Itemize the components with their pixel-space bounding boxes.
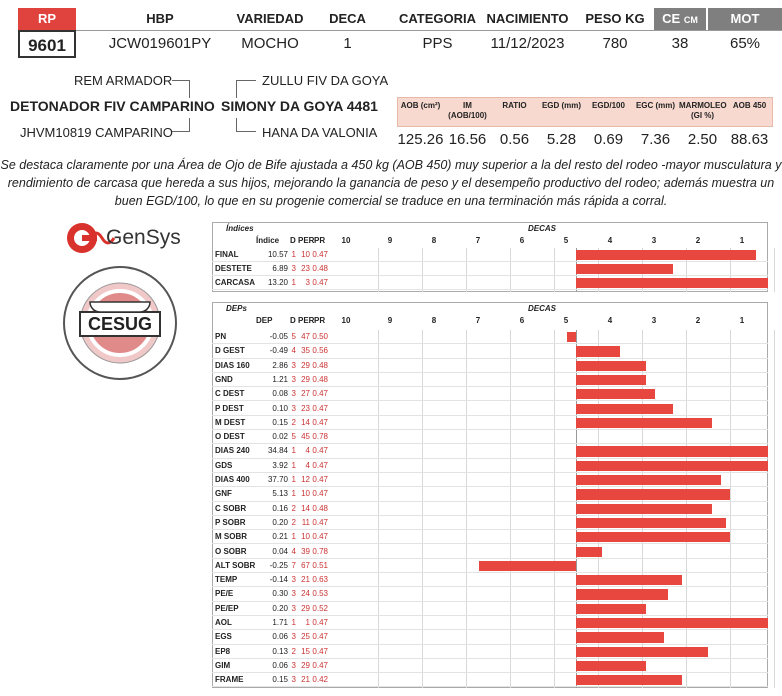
decas-title: DECAS bbox=[528, 224, 557, 233]
variedad-value: MOCHO bbox=[241, 35, 299, 52]
row-pr: 0.47 bbox=[312, 632, 328, 642]
row-per: 4 bbox=[305, 446, 310, 456]
stats-header-cell: MARMOLEO (GI %) bbox=[679, 101, 727, 120]
row-label: PN bbox=[215, 332, 227, 341]
gensys-wordmark: GenSys bbox=[106, 226, 181, 249]
table-row bbox=[212, 659, 768, 673]
row-pr: 0.47 bbox=[312, 389, 328, 399]
deca-bar bbox=[576, 661, 646, 671]
connector bbox=[172, 118, 190, 132]
header-row bbox=[0, 8, 782, 30]
stats-header-cell: RATIO bbox=[502, 101, 527, 110]
table-row bbox=[212, 573, 768, 587]
table-row bbox=[212, 602, 768, 616]
row-idx: 1.71 bbox=[272, 618, 288, 627]
deca-bar bbox=[576, 264, 673, 274]
row-per: 23 bbox=[301, 403, 310, 413]
column-header: PER bbox=[298, 236, 315, 245]
scale-label: 10 bbox=[341, 316, 351, 325]
row-label: ALT SOBR bbox=[215, 560, 256, 570]
ce-value: 38 bbox=[671, 35, 689, 52]
row-pr: 0.53 bbox=[312, 589, 328, 599]
row-per: 10 bbox=[301, 250, 310, 259]
row-d: 2 bbox=[291, 417, 296, 427]
cesug-wordmark: CESUG bbox=[87, 314, 152, 334]
table-row bbox=[212, 630, 768, 644]
row-idx: -0.49 bbox=[269, 346, 288, 356]
row-d: 3 bbox=[291, 660, 296, 670]
deca-bar bbox=[576, 278, 768, 288]
scale-label: 2 bbox=[695, 316, 701, 325]
row-d: 1 bbox=[291, 532, 296, 542]
deca-bar bbox=[576, 589, 668, 599]
scale-label: 2 bbox=[695, 236, 701, 245]
table-title: DEPs bbox=[226, 304, 247, 313]
row-d: 2 bbox=[291, 517, 296, 527]
table-row bbox=[212, 502, 768, 516]
row-d: 1 bbox=[291, 460, 296, 470]
table-row bbox=[212, 262, 768, 276]
connector bbox=[236, 80, 256, 98]
variedad-label: VARIEDAD bbox=[236, 11, 304, 26]
deca-bar bbox=[576, 346, 620, 356]
row-idx: -0.14 bbox=[269, 575, 288, 585]
table-row bbox=[212, 673, 768, 687]
stats-value-cell: 125.26 bbox=[397, 131, 444, 148]
row-pr: 0.48 bbox=[312, 374, 328, 384]
row-pr: 0.78 bbox=[312, 432, 328, 442]
mot-label: MOT bbox=[708, 8, 782, 30]
table-row bbox=[212, 387, 768, 401]
connector bbox=[236, 118, 256, 132]
deca-bar bbox=[576, 250, 756, 260]
pedigree-dam: SIMONY DA GOYA 4481 bbox=[221, 98, 378, 114]
stats-value-cell: 0.69 bbox=[593, 131, 624, 148]
table-row bbox=[212, 276, 768, 290]
table-row bbox=[212, 487, 768, 501]
row-idx: 0.15 bbox=[272, 675, 288, 685]
row-label: EGS bbox=[215, 632, 232, 642]
deca-bar bbox=[576, 518, 726, 528]
scale-label: 1 bbox=[739, 236, 745, 245]
table-row bbox=[212, 587, 768, 601]
row-label: AOL bbox=[215, 618, 232, 627]
row-pr: 0.52 bbox=[312, 603, 328, 613]
scale-label: 9 bbox=[387, 316, 393, 325]
row-idx: 37.70 bbox=[267, 475, 288, 484]
connector bbox=[172, 80, 190, 98]
deps-table bbox=[212, 302, 768, 688]
row-label: CARCASA bbox=[215, 278, 255, 287]
pedigree-sire: DETONADOR FIV CAMPARINO bbox=[10, 98, 215, 114]
scale-label: 5 bbox=[563, 316, 569, 325]
row-idx: 0.08 bbox=[272, 389, 288, 399]
deca-bar bbox=[576, 618, 768, 628]
table-row bbox=[212, 344, 768, 358]
row-d: 3 bbox=[291, 575, 296, 585]
row-per: 67 bbox=[301, 560, 310, 570]
stats-header-cell: IM (AOB/100) bbox=[448, 101, 487, 120]
row-label: O SOBR bbox=[215, 546, 247, 556]
pedigree-sire-dam: JHVM10819 CAMPARINO bbox=[20, 125, 173, 140]
pedigree-dam-dam: HANA DA VALONIA bbox=[262, 125, 378, 140]
row-per: 29 bbox=[301, 660, 310, 670]
row-pr: 0.56 bbox=[312, 346, 328, 356]
grid-line bbox=[774, 330, 775, 688]
row-pr: 0.47 bbox=[312, 250, 328, 259]
hbp-label: HBP bbox=[146, 11, 174, 26]
row-per: 24 bbox=[301, 589, 310, 599]
row-label: PE/E bbox=[215, 589, 234, 599]
row-pr: 0.47 bbox=[312, 646, 328, 656]
stats-value-cell: 88.63 bbox=[730, 131, 769, 148]
row-d: 1 bbox=[291, 475, 296, 484]
column-header: DEP bbox=[256, 316, 273, 325]
row-label: DIAS 240 bbox=[215, 446, 250, 456]
table-row bbox=[212, 530, 768, 544]
table-row bbox=[212, 373, 768, 387]
decas-title: DECAS bbox=[528, 304, 557, 313]
gensys-logo bbox=[64, 218, 214, 258]
row-idx: 0.02 bbox=[272, 432, 288, 442]
row-per: 10 bbox=[301, 532, 310, 542]
scale-label: 7 bbox=[475, 236, 481, 245]
row-label: M DEST bbox=[215, 417, 246, 427]
row-d: 3 bbox=[291, 360, 296, 370]
ce-label: CE CM bbox=[654, 8, 706, 30]
row-pr: 0.47 bbox=[312, 475, 328, 484]
row-d: 5 bbox=[291, 332, 296, 341]
row-d: 3 bbox=[291, 264, 296, 273]
scale-label: 8 bbox=[431, 236, 437, 245]
row-d: 3 bbox=[291, 403, 296, 413]
scale-label: 7 bbox=[475, 316, 481, 325]
row-pr: 0.50 bbox=[312, 332, 328, 341]
deca-bar bbox=[576, 632, 664, 642]
row-label: DIAS 160 bbox=[215, 360, 250, 370]
row-label: EP8 bbox=[215, 646, 231, 656]
hbp-value: JCW019601PY bbox=[108, 35, 212, 52]
deca-bar bbox=[576, 532, 730, 542]
deca-bar bbox=[576, 475, 721, 485]
row-label: O DEST bbox=[215, 432, 245, 442]
row-pr: 0.48 bbox=[312, 503, 328, 513]
row-d: 3 bbox=[291, 603, 296, 613]
row-label: C DEST bbox=[215, 389, 245, 399]
scale-label: 4 bbox=[607, 236, 613, 245]
table-row bbox=[212, 416, 768, 430]
scale-label: 3 bbox=[651, 316, 657, 325]
row-label: C SOBR bbox=[215, 503, 247, 513]
deca-bar bbox=[576, 675, 682, 685]
row-d: 3 bbox=[291, 632, 296, 642]
row-per: 14 bbox=[301, 417, 310, 427]
row-label: GDS bbox=[215, 460, 233, 470]
peso-value: 780 bbox=[602, 35, 628, 52]
row-per: 1 bbox=[305, 618, 310, 627]
stats-value-cell: 16.56 bbox=[448, 131, 487, 148]
column-header: PR bbox=[314, 316, 326, 325]
row-pr: 0.47 bbox=[312, 618, 328, 627]
table-row bbox=[212, 459, 768, 473]
scale-label: 6 bbox=[519, 316, 525, 325]
row-idx: 6.89 bbox=[272, 264, 288, 273]
row-label: P DEST bbox=[215, 403, 244, 413]
row-label: FINAL bbox=[215, 250, 239, 259]
scale-label: 9 bbox=[387, 236, 393, 245]
row-pr: 0.42 bbox=[312, 675, 328, 685]
table-row bbox=[212, 402, 768, 416]
deca-bar bbox=[576, 504, 712, 514]
pedigree-sire-sire: REM ARMADOR bbox=[74, 73, 173, 88]
row-per: 15 bbox=[301, 646, 310, 656]
table-row bbox=[212, 430, 768, 444]
deca-bar bbox=[576, 647, 708, 657]
deca-bar bbox=[479, 561, 576, 571]
table-row bbox=[212, 444, 768, 458]
table-row bbox=[212, 545, 768, 559]
row-label: D GEST bbox=[215, 346, 245, 356]
row-per: 21 bbox=[301, 675, 310, 685]
categoria-value: PPS bbox=[422, 35, 453, 52]
row-pr: 0.51 bbox=[312, 560, 328, 570]
row-per: 25 bbox=[301, 632, 310, 642]
scale-label: 4 bbox=[607, 316, 613, 325]
row-label: GNF bbox=[215, 489, 232, 499]
categoria-label: CATEGORIA bbox=[398, 11, 477, 26]
deca-bar bbox=[576, 404, 673, 414]
row-per: 23 bbox=[301, 264, 310, 273]
row-idx: 0.06 bbox=[272, 660, 288, 670]
scale-label: 10 bbox=[341, 236, 351, 245]
row-label: DIAS 400 bbox=[215, 475, 250, 484]
row-label: P SOBR bbox=[215, 517, 246, 527]
row-idx: 3.92 bbox=[272, 460, 288, 470]
row-per: 29 bbox=[301, 360, 310, 370]
deca-bar bbox=[576, 375, 646, 385]
row-idx: 0.06 bbox=[272, 632, 288, 642]
deca-bar bbox=[576, 389, 655, 399]
stats-header-cell: EGD/100 bbox=[592, 101, 625, 110]
description-text: Se destaca claramente por una Área de Ojo de Bife ajustada a 450 kg (AOB 450) muy superior a la del resto del rodeo -mayor musculatura y rendimiento de carcasa que hereda a sus hijos, mejorando la ganancia de peso y el desempeño productivo del rodeo; además muestra un buen EGD/100, lo que en su progenie comercial se traduce en una terminación más rápida a corral. bbox=[0, 158, 782, 208]
deca-bar bbox=[576, 418, 712, 428]
row-idx: 0.16 bbox=[272, 503, 288, 513]
mot-value: 65% bbox=[729, 35, 761, 52]
row-d: 1 bbox=[291, 446, 296, 456]
row-idx: 1.21 bbox=[272, 374, 288, 384]
row-per: 14 bbox=[301, 503, 310, 513]
row-label: DESTETE bbox=[215, 264, 252, 273]
row-d: 1 bbox=[291, 618, 296, 627]
row-per: 29 bbox=[301, 374, 310, 384]
table-row bbox=[212, 330, 768, 344]
scale-label: 3 bbox=[651, 236, 657, 245]
row-per: 21 bbox=[301, 575, 310, 585]
table-row bbox=[212, 645, 768, 659]
stats-header-cell: EGD (mm) bbox=[541, 101, 582, 110]
row-idx: 10.57 bbox=[267, 250, 288, 259]
row-d: 3 bbox=[291, 589, 296, 599]
row-pr: 0.47 bbox=[312, 460, 328, 470]
row-pr: 0.47 bbox=[312, 489, 328, 499]
deca-bar bbox=[567, 332, 576, 342]
scale-label: 1 bbox=[739, 316, 745, 325]
row-pr: 0.63 bbox=[312, 575, 328, 585]
column-header: PR bbox=[314, 236, 326, 245]
row-pr: 0.47 bbox=[312, 446, 328, 456]
row-per: 12 bbox=[301, 475, 310, 484]
row-pr: 0.47 bbox=[312, 660, 328, 670]
nacimiento-label: NACIMIENTO bbox=[486, 11, 569, 26]
row-idx: 2.86 bbox=[272, 360, 288, 370]
stats-value-cell: 0.56 bbox=[499, 131, 530, 148]
scale-label: 6 bbox=[519, 236, 525, 245]
row-d: 1 bbox=[291, 278, 296, 287]
row-per: 3 bbox=[305, 278, 310, 287]
row-per: 27 bbox=[301, 389, 310, 399]
row-label: GND bbox=[215, 374, 233, 384]
row-idx: -0.25 bbox=[269, 560, 288, 570]
row-per: 35 bbox=[301, 346, 310, 356]
table-row bbox=[212, 248, 768, 262]
row-label: FRAME bbox=[215, 675, 244, 685]
row-per: 11 bbox=[301, 517, 310, 527]
row-d: 3 bbox=[291, 374, 296, 384]
row-d: 3 bbox=[291, 675, 296, 685]
row-idx: 0.20 bbox=[272, 517, 288, 527]
table-row bbox=[212, 559, 768, 573]
row-d: 2 bbox=[291, 646, 296, 656]
row-idx: 0.15 bbox=[272, 417, 288, 427]
row-label: M SOBR bbox=[215, 532, 247, 542]
row-per: 47 bbox=[301, 332, 310, 341]
header-values bbox=[0, 30, 782, 58]
row-per: 10 bbox=[301, 489, 310, 499]
row-idx: 0.21 bbox=[272, 532, 288, 542]
nacimiento-value: 11/12/2023 bbox=[490, 35, 565, 52]
row-d: 1 bbox=[291, 250, 296, 259]
deca-bar bbox=[576, 575, 682, 585]
row-label: TEMP bbox=[215, 575, 238, 585]
row-label: GIM bbox=[215, 660, 231, 670]
row-per: 39 bbox=[301, 546, 310, 556]
rp-label: RP bbox=[18, 8, 76, 30]
row-d: 2 bbox=[291, 503, 296, 513]
row-idx: 13.20 bbox=[267, 278, 288, 287]
deca-value: 1 bbox=[343, 35, 352, 52]
deca-bar bbox=[576, 461, 768, 471]
row-d: 1 bbox=[291, 489, 296, 499]
row-label: PE/EP bbox=[215, 603, 239, 613]
row-idx: 0.04 bbox=[272, 546, 288, 556]
row-pr: 0.47 bbox=[312, 278, 328, 287]
column-header: PER bbox=[298, 316, 315, 325]
pedigree-dam-sire: ZULLU FIV DA GOYA bbox=[262, 73, 389, 88]
rp-value: 9601 bbox=[18, 30, 76, 58]
column-header: D bbox=[290, 236, 296, 245]
row-pr: 0.47 bbox=[312, 403, 328, 413]
deca-bar bbox=[576, 489, 730, 499]
row-idx: 0.10 bbox=[272, 403, 288, 413]
row-per: 29 bbox=[301, 603, 310, 613]
stats-header-cell: EGC (mm) bbox=[635, 101, 676, 110]
row-pr: 0.48 bbox=[312, 264, 328, 273]
row-d: 5 bbox=[291, 432, 296, 442]
table-row bbox=[212, 516, 768, 530]
row-pr: 0.78 bbox=[312, 546, 328, 556]
table-row bbox=[212, 473, 768, 487]
row-idx: 5.13 bbox=[272, 489, 288, 499]
scale-label: 5 bbox=[563, 236, 569, 245]
row-pr: 0.47 bbox=[312, 417, 328, 427]
row-idx: 0.30 bbox=[272, 589, 288, 599]
deca-bar bbox=[576, 361, 646, 371]
table-row bbox=[212, 616, 768, 630]
row-idx: -0.05 bbox=[269, 332, 288, 341]
row-d: 4 bbox=[291, 546, 296, 556]
row-per: 4 bbox=[305, 460, 310, 470]
row-pr: 0.48 bbox=[312, 360, 328, 370]
row-idx: 0.20 bbox=[272, 603, 288, 613]
carcass-stats-table bbox=[397, 97, 773, 153]
stats-value-cell: 7.36 bbox=[640, 131, 671, 148]
row-pr: 0.47 bbox=[312, 532, 328, 542]
row-d: 3 bbox=[291, 389, 296, 399]
deca-bar bbox=[576, 604, 646, 614]
row-d: 7 bbox=[291, 560, 296, 570]
stats-header-cell: AOB (cm²) bbox=[400, 101, 441, 110]
scale-label: 8 bbox=[431, 316, 437, 325]
row-pr: 0.47 bbox=[312, 517, 328, 527]
stats-value-cell: 5.28 bbox=[546, 131, 577, 148]
stats-header-cell: AOB 450 bbox=[732, 101, 767, 110]
column-header: D bbox=[290, 316, 296, 325]
cesug-seal bbox=[60, 262, 180, 384]
deca-bar bbox=[576, 547, 602, 557]
row-idx: 0.13 bbox=[272, 646, 288, 656]
row-d: 4 bbox=[291, 346, 296, 356]
stats-value-cell: 2.50 bbox=[687, 131, 718, 148]
indices-table bbox=[212, 222, 768, 292]
deca-bar bbox=[576, 446, 768, 456]
row-idx: 34.84 bbox=[267, 446, 288, 456]
row-per: 45 bbox=[301, 432, 310, 442]
peso-label: PESO KG bbox=[585, 11, 645, 26]
table-row bbox=[212, 359, 768, 373]
grid-line bbox=[774, 248, 775, 292]
table-title: Índices bbox=[226, 224, 254, 233]
deca-label: DECA bbox=[329, 11, 366, 26]
column-header: Índice bbox=[256, 236, 280, 245]
